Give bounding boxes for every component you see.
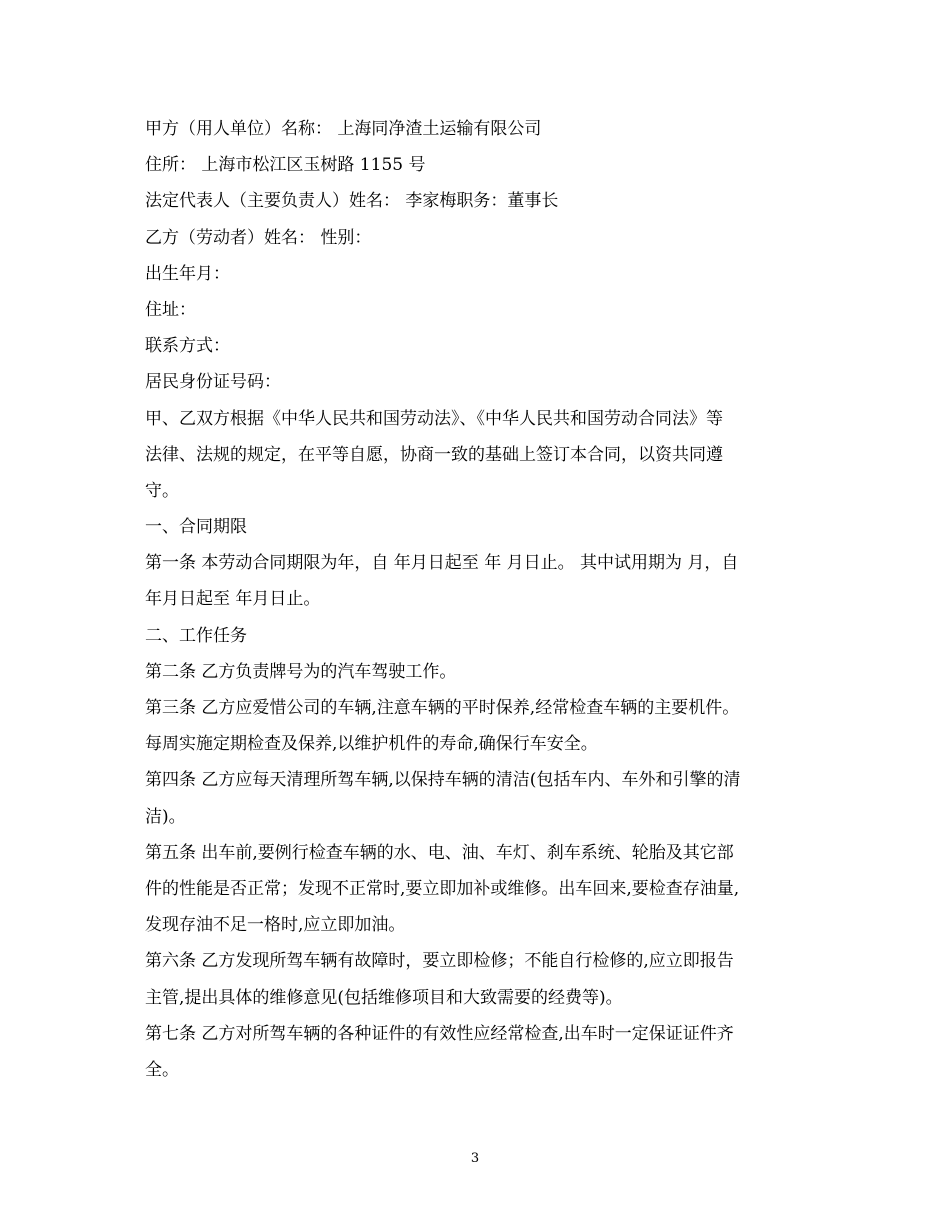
section-heading: 一、合同期限 xyxy=(145,517,247,538)
article-line: 件的性能是否正常；发现不正常时,要立即加补或维修。出车回来,要检查存油量, xyxy=(145,878,740,899)
document-body xyxy=(145,116,810,1084)
article-line: 第一条 本劳动合同期限为年，自 年月日起至 年 月日止。 其中试用期为 月，自 xyxy=(145,553,739,574)
article-line: 第二条 乙方负责牌号为的汽车驾驶工作。 xyxy=(145,661,457,682)
party-a-address-line: 住所： 上海市松江区玉树路 1155 号 xyxy=(145,155,426,176)
birth-date-line: 出生年月： xyxy=(145,263,230,284)
id-number-line: 居民身份证号码： xyxy=(145,372,281,393)
article-line: 全。 xyxy=(145,1059,179,1080)
article-line: 洁)。 xyxy=(145,806,186,827)
party-b-name-line: 乙方（劳动者）姓名： 性别： xyxy=(145,227,372,248)
article-line: 第六条 乙方发现所驾车辆有故障时，要立即检修；不能自行检修的,应立即报告 xyxy=(145,951,734,972)
legal-representative-line: 法定代表人（主要负责人）姓名： 李家梅职务：董事长 xyxy=(145,191,559,212)
preamble-line: 守。 xyxy=(145,480,179,501)
preamble-line: 法律、法规的规定，在平等自愿，协商一致的基础上签订本合同，以资共同遵 xyxy=(145,444,723,465)
page-number: 3 xyxy=(470,1151,480,1166)
article-line: 发现存油不足一格时,应立即加油。 xyxy=(145,915,406,936)
section-heading: 二、工作任务 xyxy=(145,625,247,646)
contact-line: 联系方式： xyxy=(145,336,230,357)
article-line: 第五条 出车前,要例行检查车辆的水、电、油、车灯、刹车系统、轮胎及其它部 xyxy=(145,842,734,863)
article-line: 每周实施定期检查及保养,以维护机件的寿命,确保行车安全。 xyxy=(145,734,598,755)
article-line: 第三条 乙方应爱惜公司的车辆,注意车辆的平时保养,经常检查车辆的主要机件。 xyxy=(145,698,740,718)
article-line: 主管,提出具体的维修意见(包括维修项目和大致需要的经费等)。 xyxy=(145,987,623,1008)
article-line: 年月日起至 年月日止。 xyxy=(145,589,321,610)
article-line: 第四条 乙方应每天清理所驾车辆,以保持车辆的清洁(包括车内、车外和引擎的清 xyxy=(145,770,741,791)
party-a-name-line: 甲方（用人单位）名称： 上海同净渣土运输有限公司 xyxy=(145,119,542,139)
preamble-line: 甲、乙双方根据《中华人民共和国劳动法》、《中华人民共和国劳动合同法》等 xyxy=(145,408,723,429)
article-line: 第七条 乙方对所驾车辆的各种证件的有效性应经常检查,出车时一定保证证件齐 xyxy=(145,1023,734,1044)
party-b-address-line: 住址： xyxy=(145,299,196,320)
